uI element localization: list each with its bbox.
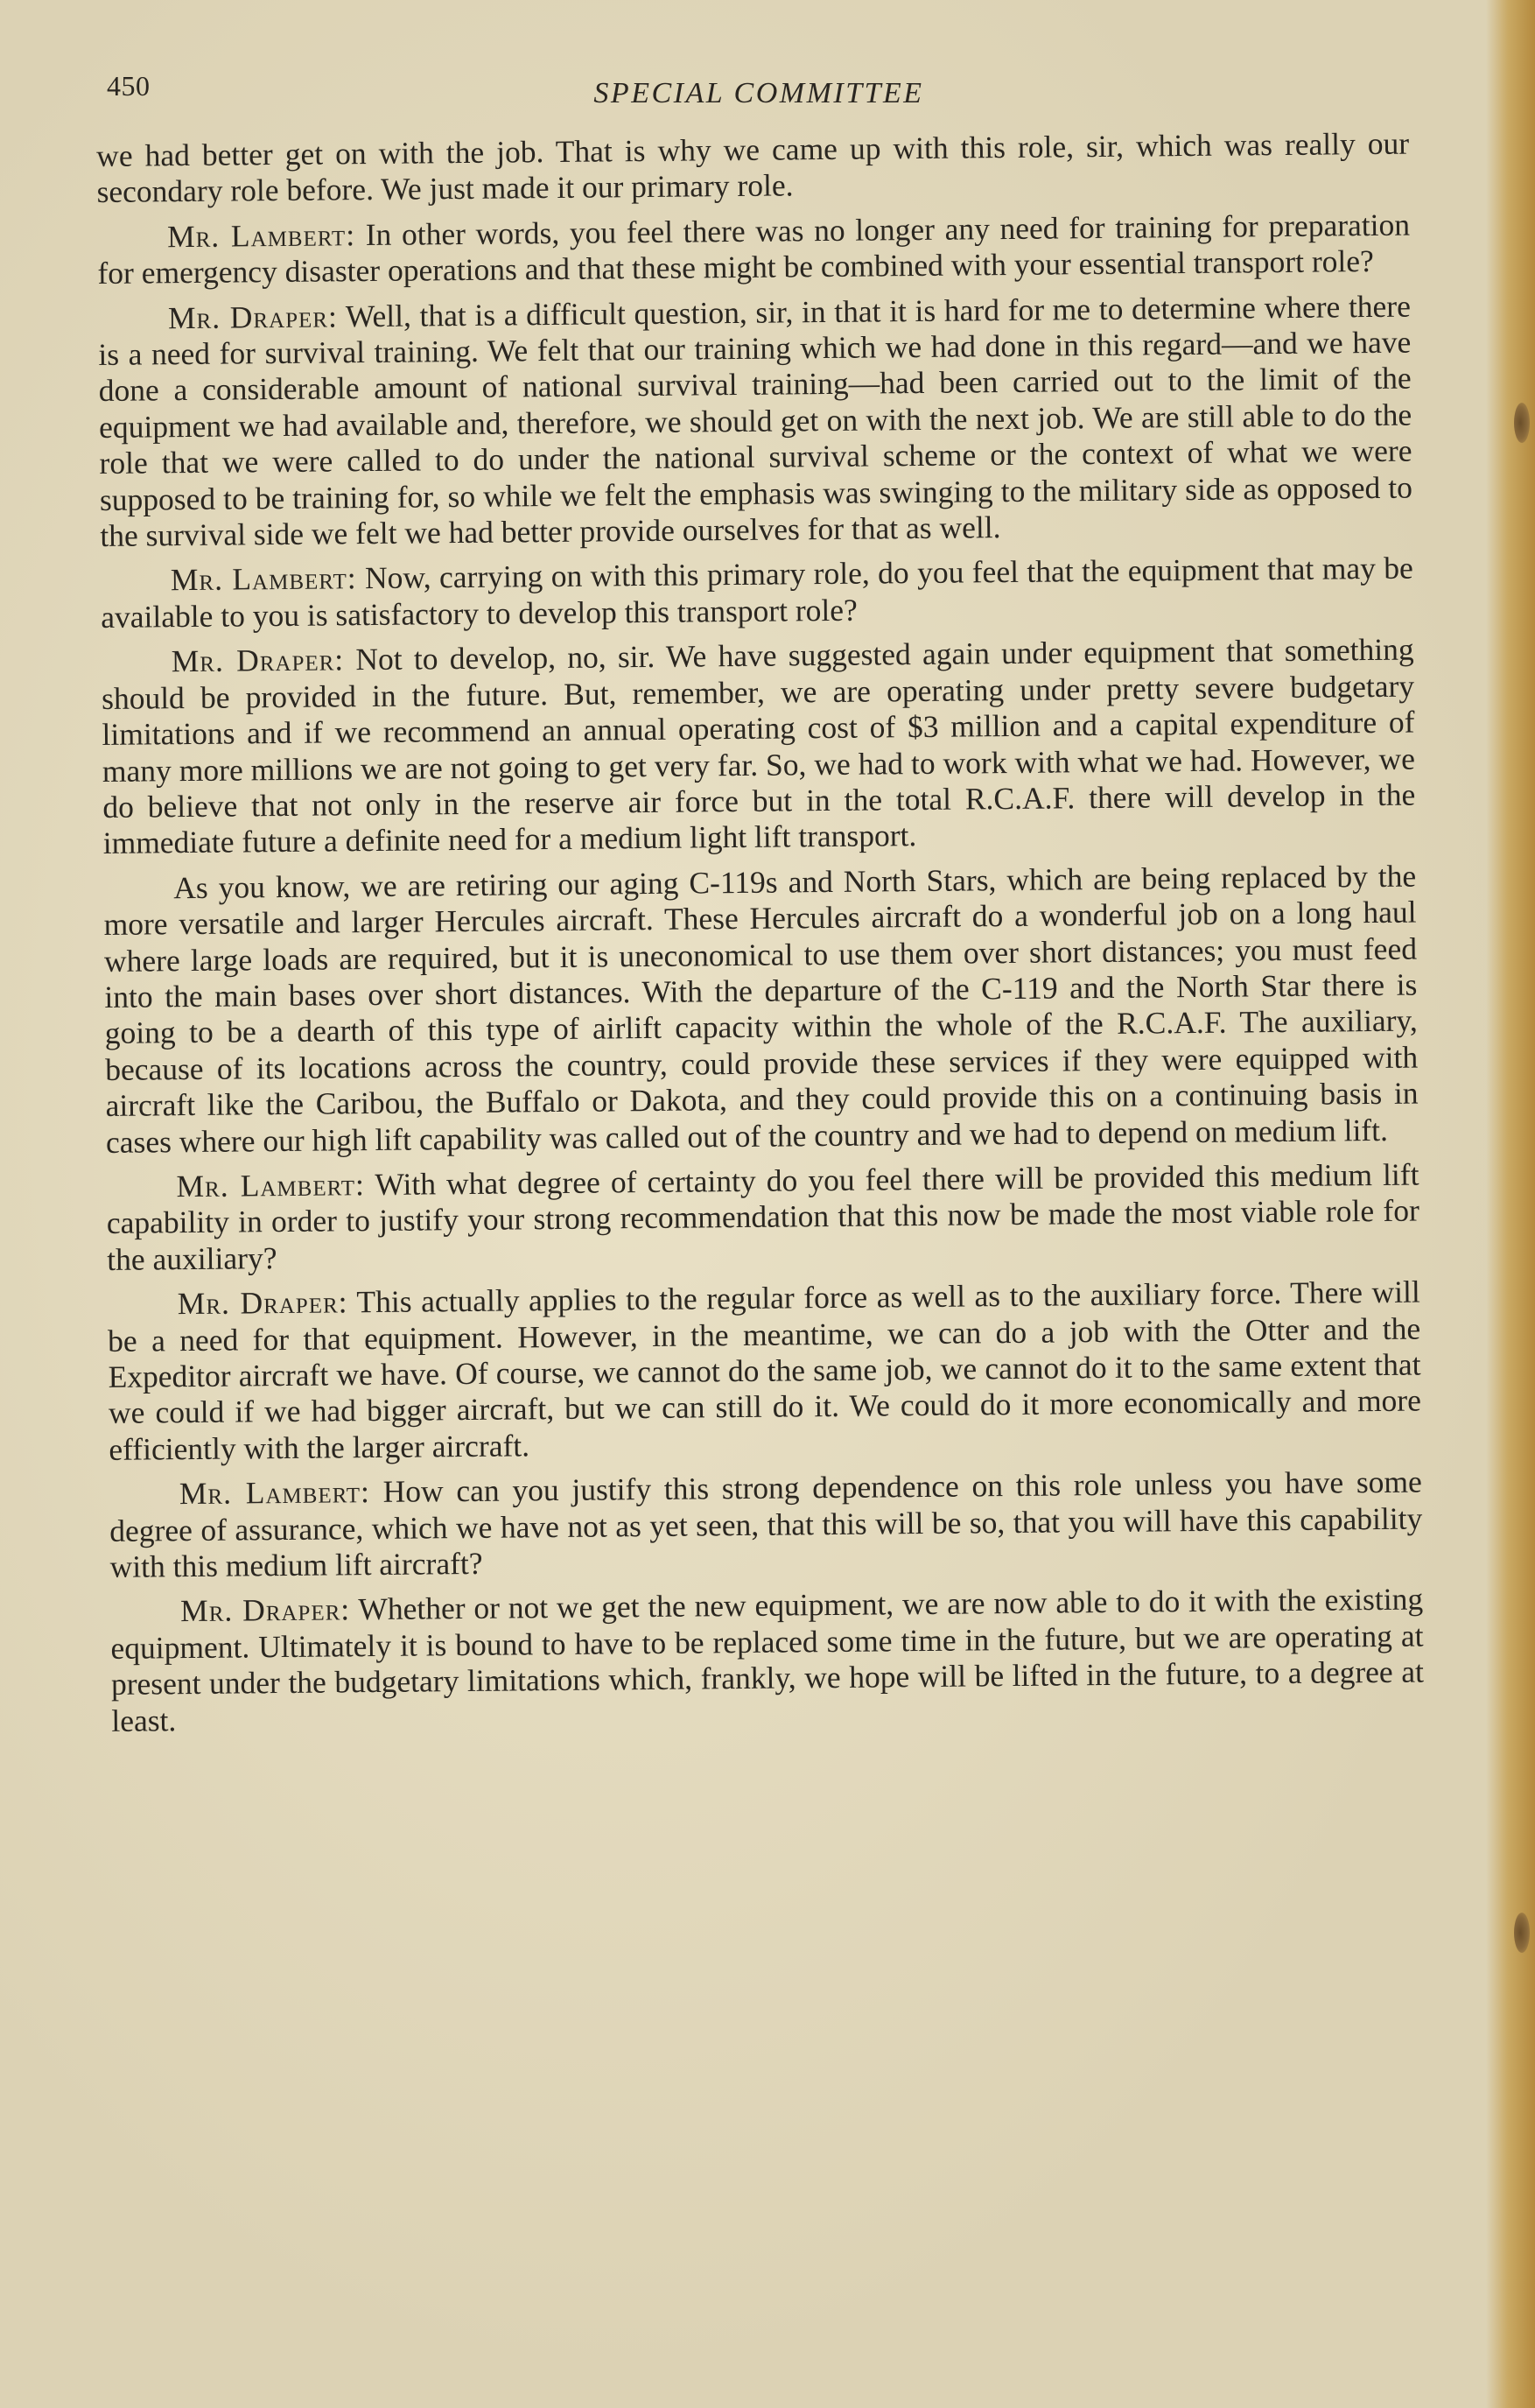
paragraph bbox=[97, 207, 1411, 291]
speaker-name: Mr. Lambert: bbox=[176, 1167, 366, 1204]
speaker-name: Mr. Lambert: bbox=[179, 1474, 371, 1512]
speaker-name: Mr. Lambert: bbox=[170, 560, 357, 598]
page-number: 450 bbox=[107, 70, 151, 102]
binding-hole-bottom bbox=[1514, 1913, 1530, 1953]
paragraph-text: With what degree of certainty do you feel there will be provided this medium lift capability in order to justify your strong recommendation that this now be made the most viable role for the auxiliary? bbox=[106, 1156, 1420, 1277]
paragraph bbox=[102, 632, 1416, 862]
paragraph-text: we had better get on with the job. That is why we came up with this role, sir, which was really our secondary role before. We just made it our primary role. bbox=[96, 125, 1410, 210]
paragraph bbox=[108, 1274, 1422, 1468]
paragraph-text: Not to develop, no, sir. We have suggested again under equipment that something should be provided in the future. But, remember, we are operating under pretty severe budgetary limitations and if we recommend an annual operating cost of $3 million and a capital expenditure of many more millions we are not going to get very far. So, we had to work with what we had. However, we do believe that not only in the reserve air force but in the total R.C.A.F. there will develop in the immediate future a definite need for a medium light lift transport. bbox=[101, 631, 1416, 861]
paragraph-text: In other words, you feel there was no longer any need for training for preparation for emergency disaster operations and that these might be combined with your essential transport role? bbox=[97, 207, 1411, 291]
page-edge-shading bbox=[1486, 0, 1535, 2408]
paragraph bbox=[110, 1582, 1425, 1739]
transcript-body bbox=[96, 126, 1425, 1748]
speaker-name: Mr. Draper: bbox=[171, 642, 345, 679]
speaker-name: Mr. Lambert: bbox=[166, 216, 356, 255]
paragraph-text: Well, that is a difficult question, sir, in that it is hard for me to determine where there is a need for survival training. We felt that our training which we had done in this regard—and we have done a considerable amount of national survival training—had been carried out to the limit of the equipment we had available and, therefore, we should get on with the next job. We are still able to do the role that we were called to do under the national survival scheme or the context of what we were supposed to be training for, so while we felt the emphasis was swinging to the military side as opposed to the survival side we felt we had better provide ourselves for that as well. bbox=[98, 288, 1413, 554]
paragraph-text: Whether or not we get the new equipment, we are now able to do it with the existing equipment. Ultimately it is bound to have to be replaced some time in the future, but we are operating at present under the budgetary limitations which, frankly, we hope will be lifted in the future, to a degree at least. bbox=[110, 1581, 1425, 1738]
binding-hole-top bbox=[1514, 403, 1530, 443]
paragraph-text: This actually applies to the regular force as well as to the auxiliary force. There will be a need for that equipment. However, in the meantime, we can do a job with the Otter and the Expeditor aircraft we have. Of course, we cannot do the same job, we cannot do it to the same extent that we could if we had bigger aircraft, but we can still do it. We could do it more economically and more efficiently with the larger aircraft. bbox=[107, 1274, 1422, 1467]
paragraph bbox=[101, 551, 1414, 635]
running-head: SPECIAL COMMITTEE bbox=[593, 77, 924, 109]
page-header bbox=[107, 70, 1411, 114]
paragraph bbox=[106, 1157, 1419, 1279]
paragraph bbox=[96, 126, 1410, 211]
paragraph-text: Now, carrying on with this primary role, do you feel that the equipment that may be available to you is satisfactory to develop this transport role? bbox=[101, 551, 1413, 635]
paragraph bbox=[103, 858, 1419, 1161]
paragraph bbox=[98, 288, 1413, 554]
speaker-name: Mr. Draper: bbox=[177, 1284, 348, 1322]
paragraph-text: How can you justify this strong dependence on this role unless you have some degree of assurance, which we have not as yet seen, that this will be so, that you will have this capability with this medium lift aircraft? bbox=[109, 1464, 1423, 1584]
speaker-name: Mr. Draper: bbox=[179, 1591, 351, 1629]
speaker-name: Mr. Draper: bbox=[167, 298, 339, 335]
paragraph-text: As you know, we are retiring our aging C-119s and North Stars, which are being replaced by the more versatile and larger Hercules aircraft. These Hercules aircraft do a wonderful job on a long haul where large loads are required, but it is uneconomical to use them over short distances; you must feed into the main bases over short distances. With the departure of the C-119 and the North Star there is going to be a dearth of this type of airlift capacity within the whole of the R.C.A.F. The auxiliary, because of its locations across the country, could provide these services if they were equipped with aircraft like the Caribou, the Buffalo or Dakota, and they could provide this on a continuing basis in cases where our high lift capability was called out of the country and we had to depend on medium lift. bbox=[103, 858, 1419, 1160]
paragraph bbox=[109, 1464, 1423, 1586]
